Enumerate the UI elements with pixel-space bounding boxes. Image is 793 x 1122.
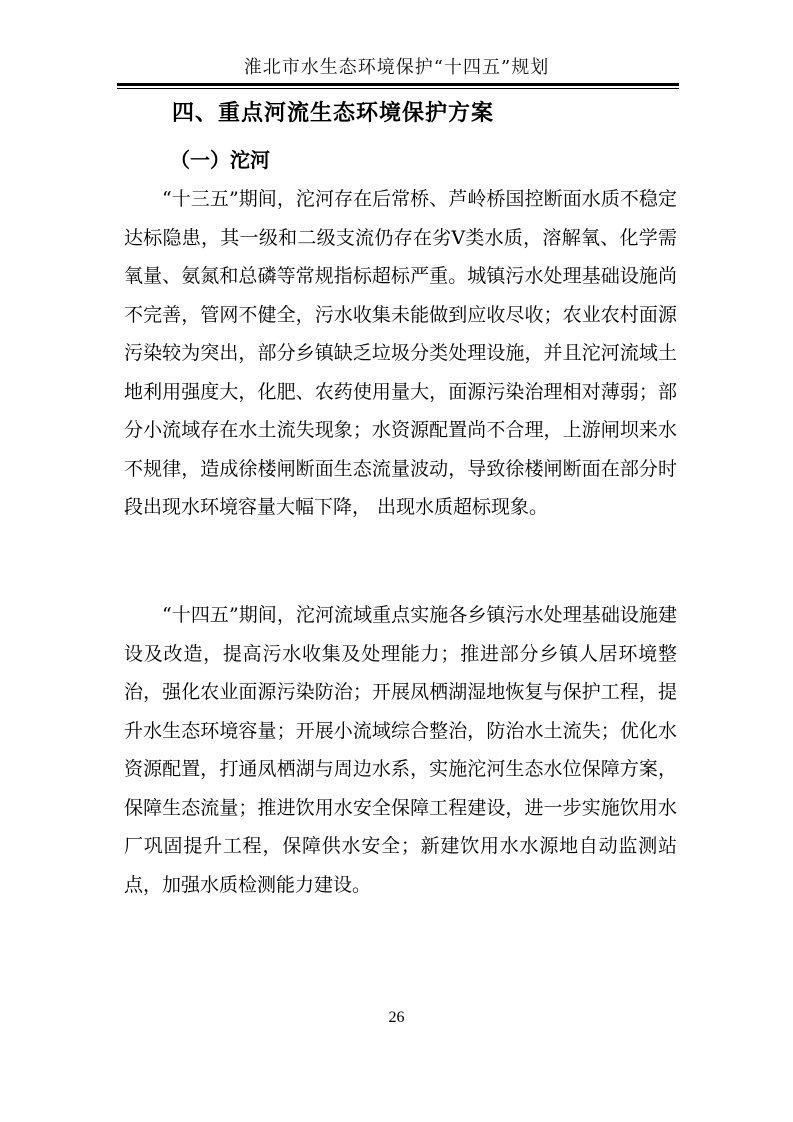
- running-header-title: 淮北市水生态环境保护“十四五”规划: [243, 57, 550, 78]
- subsection-heading: （一）沱河: [170, 148, 270, 172]
- paragraph-13th-plan: “十三五”期间，沱河存在后常桥、芦岭桥国控断面水质不稳定达标隐患，其一级和二级支流仍存在劣V类水质，溶解氧、化学需氧量、氨氮和总磷等常规指标超标严重。城镇污水处理基础设施尚不完善，管网不健全，污水收集未能做到应收尽收；农业农村面源污染较为突出，部分乡镇缺乏垃圾分类处理设施，并且沱河流域土地利用强度大，化肥、农药使用量大，面源污染治理相对薄弱；部分小流域存在水土流失现象；水资源配置尚不合理，上游闸坝来水不规律，造成徐楼闸断面生态流量波动，导致徐楼闸断面在部分时段出现水环境容量大幅下降， 出现水质超标现象。: [124, 188, 677, 518]
- header-rule-thin: [117, 88, 679, 89]
- paragraph-14th-plan: “十四五”期间，沱河流域重点实施各乡镇污水处理基础设施建设及改造，提高污水收集及处理能力；推进部分乡镇人居环境整治，强化农业面源污染防治；开展凤栖湖湿地恢复与保护工程，提升水生态环境容量；开展小流域综合整治，防治水土流失；优化水资源配置，打通凤栖湖与周边水系，实施沱河生态水位保障方案，保障生态流量；推进饮用水安全保障工程建设，进一步实施饮用水厂巩固提升工程，保障供水安全；新建饮用水水源地自动监测站点，加强水质检测能力建设。: [124, 604, 677, 896]
- header-rule-thick: [117, 83, 679, 86]
- page-number: 26: [388, 1009, 405, 1026]
- section-heading: 四、重点河流生态环境保护方案: [172, 101, 495, 126]
